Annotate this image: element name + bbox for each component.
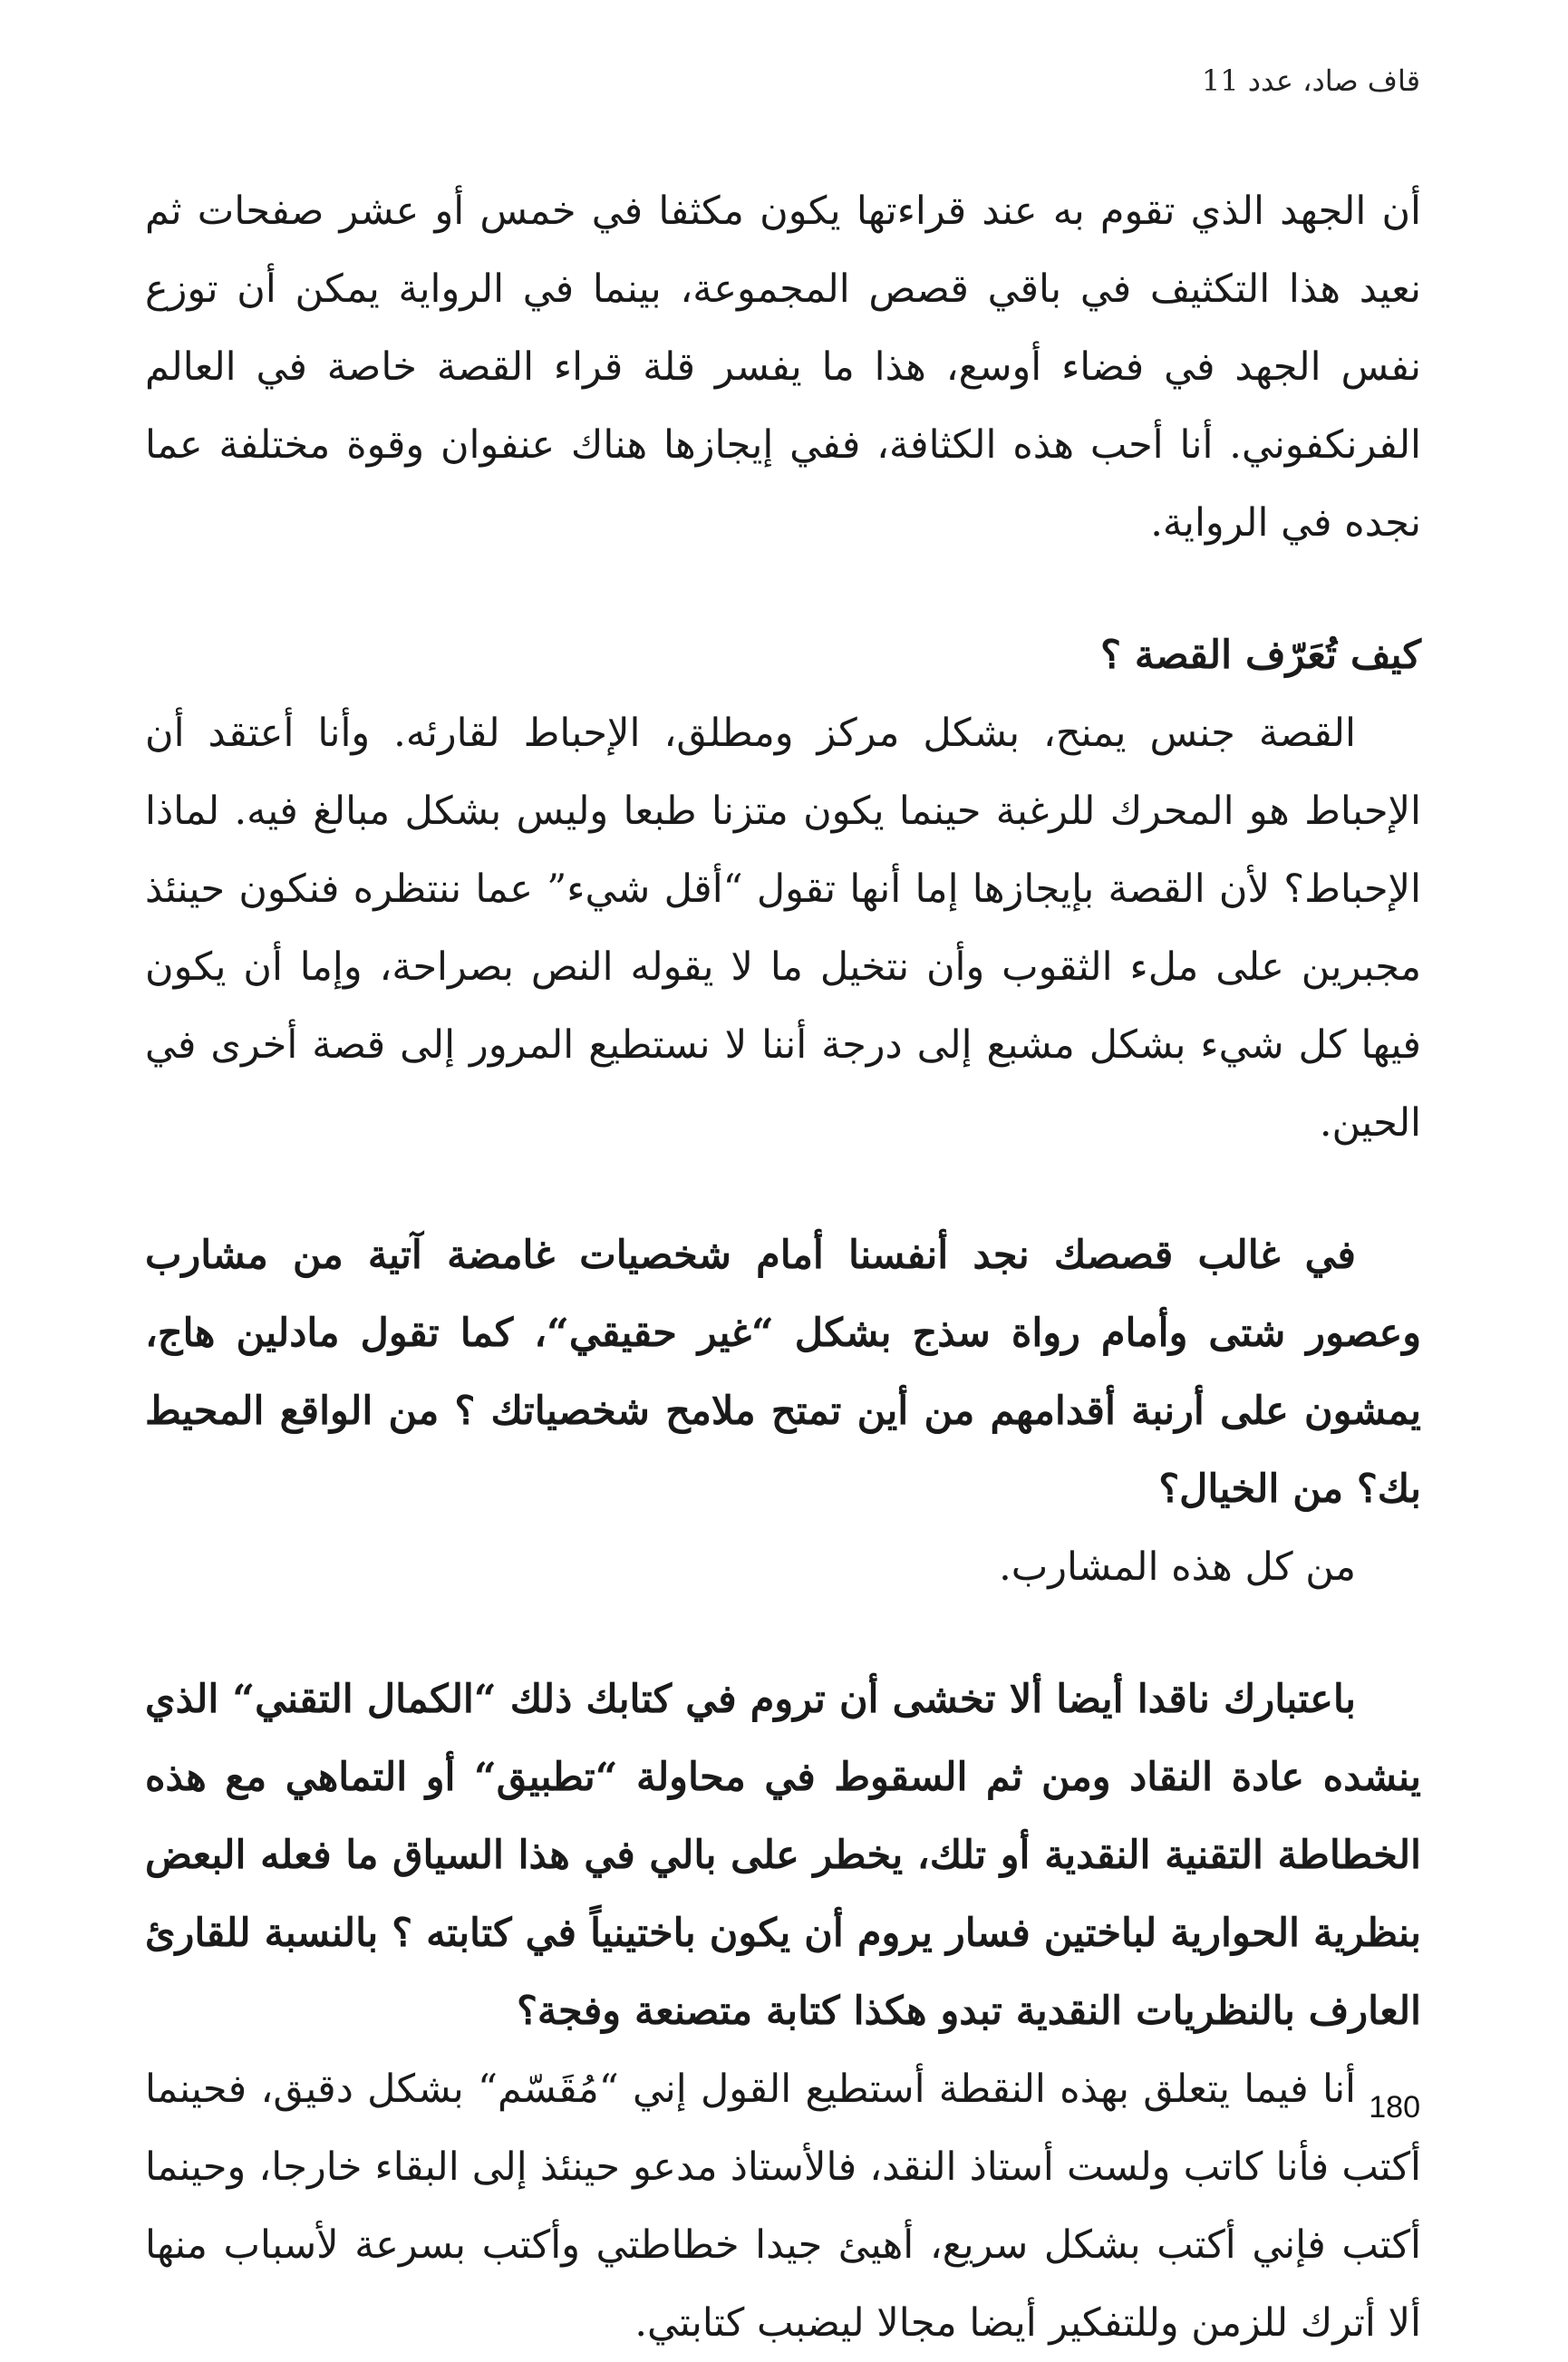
section-spacer (145, 562, 1421, 616)
interview-question-critic: باعتبارك ناقدا أيضا ألا تخشى أن تروم في كتابك ذلك “الكمال التقني“ الذي ينشده عادة النقاد ومن ثم السقوط في محاولة “تطبيق“ أو التماهي مع هذه الخطاطة التقنية النقدية أو تلك، يخطر على بالي في هذا السياق ما فعله البعض بنظرية الحوارية لباختين فسار يروم أن يكون باختينياً في كتابته ؟ بالنسبة للقارئ العارف بالنظريات النقدية تبدو هكذا كتابة متصنعة وفجة؟ (145, 1677, 1421, 2034)
paragraph-definition: القصة جنس يمنح، بشكل مركز ومطلق، الإحباط لقارئه. وأنا أعتقد أن الإحباط هو المحرك للرغبة حينما يكون متزنا طبعا وليس بشكل مبالغ فيه. لماذا الإحباط؟ لأن القصة بإيجازها إما أنها تقول “أقل شيء” عما ننتظره فنكون حينئذ مجبرين على ملء الثقوب وأن نتخيل ما لا يقوله النص بصراحة، وإما أن يكون فيها كل شيء بشكل مشبع إلى درجة أننا لا نستطيع المرور إلى قصة أخرى في الحين. (145, 711, 1421, 1146)
section-heading: كيف تُعَرّف القصة ؟ (1100, 633, 1421, 678)
section-spacer (145, 1606, 1421, 1660)
interview-answer-critic: أنا فيما يتعلق بهذه النقطة أستطيع القول إني “مُقَسّم“ بشكل دقيق، فحينما أكتب فأنا كاتب ولست أستاذ النقد، فالأستاذ مدعو حينئذ إلى البقاء خارجا، وحينما أكتب فإني أكتب بشكل سريع، أهيئ جيدا خطاطتي وأكتب بسرعة لأسباب منها ألا أترك للزمن وللتفكير أيضا مجالا ليضبب كتابتي. (145, 2067, 1421, 2346)
interview-question-characters: في غالب قصصك نجد أنفسنا أمام شخصيات غامضة آتية من مشارب وعصور شتى وأمام رواة سذج بشكل “غير حقيقي“، كما تقول مادلين هاج، يمشون على أرنبة أقدامهم من أين تمتح ملامح شخصياتك ؟ من الواقع المحيط بك؟ من الخيال؟ (145, 1233, 1421, 1512)
article-body (145, 172, 1421, 2362)
page-number: 180 (1369, 2090, 1420, 2125)
section-spacer (145, 1162, 1421, 1216)
paragraph-novel-vs-story: أن الجهد الذي تقوم به عند قراءتها يكون مكثفا في خمس أو عشر صفحات ثم نعيد هذا التكثيف في باقي قصص المجموعة، بينما في الرواية يمكن أن توزع نفس الجهد في فضاء أوسع، هذا ما يفسر قلة قراء القصة خاصة في العالم الفرنكفوني. أنا أحب هذه الكثافة، ففي إيجازها هناك عنفوان وقوة مختلفة عما نجده في الرواية. (145, 189, 1421, 546)
interview-answer-characters: من كل هذه المشارب. (999, 1544, 1356, 1590)
running-header: قاف صاد، عدد 11 (1201, 63, 1420, 98)
